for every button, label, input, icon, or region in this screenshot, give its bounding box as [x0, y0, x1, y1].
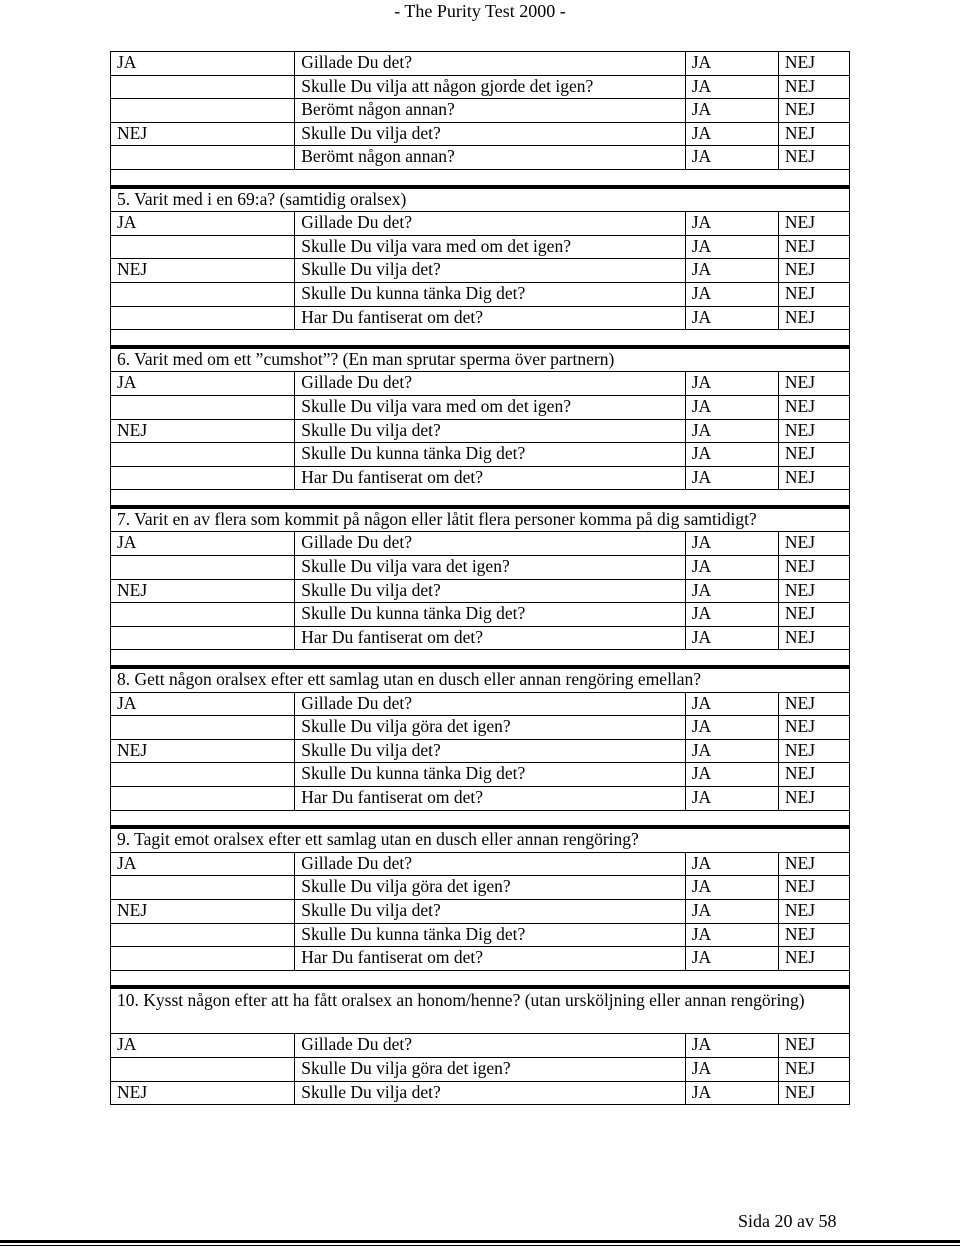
ja-option[interactable]: JA	[685, 306, 778, 330]
nej-option[interactable]: NEJ	[778, 923, 849, 947]
follow-up-question: Gillade Du det?	[295, 852, 686, 876]
nej-option[interactable]: NEJ	[778, 787, 849, 811]
nej-option[interactable]: NEJ	[778, 122, 849, 146]
ja-option[interactable]: JA	[685, 876, 778, 900]
nej-option[interactable]: NEJ	[778, 763, 849, 787]
separator-cell	[111, 650, 850, 667]
separator-cell	[111, 330, 850, 347]
follow-up-question: Har Du fantiserat om det?	[295, 466, 686, 490]
page-header: - The Purity Test 2000 -	[394, 1, 566, 21]
answer-row	[111, 259, 850, 283]
follow-up-question: Skulle Du vilja det?	[295, 259, 686, 283]
ja-option[interactable]: JA	[685, 146, 778, 170]
first-answer: NEJ	[111, 259, 295, 283]
first-answer	[111, 146, 295, 170]
question-heading: 9. Tagit emot oralsex efter ett samlag utan en dusch eller annan rengöring?	[111, 827, 850, 852]
first-answer	[111, 282, 295, 306]
follow-up-question: Gillade Du det?	[295, 532, 686, 556]
follow-up-question: Skulle Du kunna tänka Dig det?	[295, 923, 686, 947]
first-answer	[111, 787, 295, 811]
ja-option[interactable]: JA	[685, 579, 778, 603]
first-answer	[111, 603, 295, 627]
first-answer	[111, 626, 295, 650]
nej-option[interactable]: NEJ	[778, 556, 849, 580]
first-answer	[111, 75, 295, 99]
ja-option[interactable]: JA	[685, 739, 778, 763]
nej-option[interactable]: NEJ	[778, 626, 849, 650]
answer-row	[111, 146, 850, 170]
nej-option[interactable]: NEJ	[778, 395, 849, 419]
first-answer: NEJ	[111, 419, 295, 443]
answer-row	[111, 282, 850, 306]
first-answer: NEJ	[111, 1081, 295, 1105]
ja-option[interactable]: JA	[685, 99, 778, 123]
follow-up-question: Skulle Du vilja det?	[295, 899, 686, 923]
follow-up-question: Skulle Du vilja att någon gjorde det igen?	[295, 75, 686, 99]
nej-option[interactable]: NEJ	[778, 212, 849, 236]
follow-up-question: Skulle Du vilja det?	[295, 122, 686, 146]
first-answer: NEJ	[111, 579, 295, 603]
follow-up-question: Har Du fantiserat om det?	[295, 947, 686, 971]
follow-up-question: Skulle Du vilja göra det igen?	[295, 1057, 686, 1081]
ja-option[interactable]: JA	[685, 212, 778, 236]
ja-option[interactable]: JA	[685, 395, 778, 419]
first-answer: JA	[111, 692, 295, 716]
first-answer: JA	[111, 372, 295, 396]
follow-up-question: Har Du fantiserat om det?	[295, 306, 686, 330]
follow-up-question: Gillade Du det?	[295, 1034, 686, 1058]
ja-option[interactable]: JA	[685, 556, 778, 580]
answer-row	[111, 556, 850, 580]
first-answer	[111, 443, 295, 467]
answer-row	[111, 306, 850, 330]
answer-row	[111, 626, 850, 650]
separator-cell	[111, 169, 850, 186]
nej-option[interactable]: NEJ	[778, 259, 849, 283]
nej-option[interactable]: NEJ	[778, 876, 849, 900]
follow-up-question: Skulle Du kunna tänka Dig det?	[295, 443, 686, 467]
separator-cell	[111, 970, 850, 987]
ja-option[interactable]: JA	[685, 947, 778, 971]
answer-row	[111, 52, 850, 76]
nej-option[interactable]: NEJ	[778, 716, 849, 740]
ja-option[interactable]: JA	[685, 1081, 778, 1105]
first-answer: JA	[111, 1034, 295, 1058]
first-answer: JA	[111, 52, 295, 76]
first-answer	[111, 235, 295, 259]
nej-option[interactable]: NEJ	[778, 443, 849, 467]
follow-up-question: Skulle Du vilja vara det igen?	[295, 556, 686, 580]
nej-option[interactable]: NEJ	[778, 1034, 849, 1058]
first-answer	[111, 556, 295, 580]
first-answer: JA	[111, 852, 295, 876]
answer-row	[111, 692, 850, 716]
ja-option[interactable]: JA	[685, 899, 778, 923]
answer-row	[111, 122, 850, 146]
answer-row	[111, 876, 850, 900]
nej-option[interactable]: NEJ	[778, 306, 849, 330]
follow-up-question: Har Du fantiserat om det?	[295, 626, 686, 650]
answer-row	[111, 532, 850, 556]
nej-option[interactable]: NEJ	[778, 603, 849, 627]
nej-option[interactable]: NEJ	[778, 852, 849, 876]
follow-up-question: Skulle Du vilja det?	[295, 1081, 686, 1105]
answer-row	[111, 466, 850, 490]
ja-option[interactable]: JA	[685, 603, 778, 627]
question-heading: 6. Varit med om ett ”cumshot”? (En man sprutar sperma över partnern)	[111, 347, 850, 372]
nej-option[interactable]: NEJ	[778, 692, 849, 716]
ja-option[interactable]: JA	[685, 787, 778, 811]
first-answer: JA	[111, 532, 295, 556]
answer-row	[111, 235, 850, 259]
follow-up-question: Berömt någon annan?	[295, 146, 686, 170]
answer-row	[111, 852, 850, 876]
footer-rule	[0, 1240, 960, 1246]
first-answer	[111, 99, 295, 123]
ja-option[interactable]: JA	[685, 532, 778, 556]
separator-row	[111, 650, 850, 667]
ja-option[interactable]: JA	[685, 923, 778, 947]
answer-row	[111, 443, 850, 467]
answer-row	[111, 395, 850, 419]
nej-option[interactable]: NEJ	[778, 146, 849, 170]
answer-row	[111, 419, 850, 443]
first-answer	[111, 947, 295, 971]
question-heading-row	[111, 667, 850, 692]
follow-up-question: Skulle Du vilja det?	[295, 739, 686, 763]
follow-up-question: Gillade Du det?	[295, 372, 686, 396]
first-answer	[111, 763, 295, 787]
answer-row	[111, 579, 850, 603]
follow-up-question: Skulle Du kunna tänka Dig det?	[295, 603, 686, 627]
question-heading-row	[111, 187, 850, 212]
first-answer	[111, 395, 295, 419]
first-answer	[111, 876, 295, 900]
separator-row	[111, 810, 850, 827]
ja-option[interactable]: JA	[685, 443, 778, 467]
separator-row	[111, 490, 850, 507]
question-heading-row	[111, 827, 850, 852]
first-answer: JA	[111, 212, 295, 236]
page-number: Sida 20 av 58	[738, 1211, 837, 1231]
follow-up-question: Skulle Du vilja det?	[295, 579, 686, 603]
question-heading: 10. Kysst någon efter att ha fått oralsex an honom/henne? (utan ursköljning eller annan rengöring)	[111, 987, 850, 1034]
answer-row	[111, 75, 850, 99]
ja-option[interactable]: JA	[685, 419, 778, 443]
first-answer	[111, 923, 295, 947]
questionnaire-table	[110, 51, 850, 1105]
separator-row	[111, 169, 850, 186]
follow-up-question: Skulle Du vilja vara med om det igen?	[295, 235, 686, 259]
separator-row	[111, 970, 850, 987]
follow-up-question: Gillade Du det?	[295, 692, 686, 716]
first-answer: NEJ	[111, 739, 295, 763]
answer-row	[111, 372, 850, 396]
answer-row	[111, 787, 850, 811]
question-heading: 5. Varit med i en 69:a? (samtidig oralsex)	[111, 187, 850, 212]
ja-option[interactable]: JA	[685, 75, 778, 99]
ja-option[interactable]: JA	[685, 122, 778, 146]
answer-row	[111, 716, 850, 740]
follow-up-question: Skulle Du kunna tänka Dig det?	[295, 763, 686, 787]
answer-row	[111, 899, 850, 923]
nej-option[interactable]: NEJ	[778, 739, 849, 763]
ja-option[interactable]: JA	[685, 716, 778, 740]
answer-row	[111, 947, 850, 971]
ja-option[interactable]: JA	[685, 466, 778, 490]
answer-row	[111, 1081, 850, 1105]
follow-up-question: Har Du fantiserat om det?	[295, 787, 686, 811]
follow-up-question: Skulle Du kunna tänka Dig det?	[295, 282, 686, 306]
ja-option[interactable]: JA	[685, 235, 778, 259]
ja-option[interactable]: JA	[685, 282, 778, 306]
nej-option[interactable]: NEJ	[778, 579, 849, 603]
questionnaire-body	[111, 52, 850, 1105]
first-answer: NEJ	[111, 122, 295, 146]
answer-row	[111, 1034, 850, 1058]
ja-option[interactable]: JA	[685, 372, 778, 396]
nej-option[interactable]: NEJ	[778, 75, 849, 99]
question-heading: 7. Varit en av flera som kommit på någon eller låtit flera personer komma på dig samtidigt?	[111, 507, 850, 532]
first-answer	[111, 466, 295, 490]
ja-option[interactable]: JA	[685, 1057, 778, 1081]
nej-option[interactable]: NEJ	[778, 466, 849, 490]
follow-up-question: Skulle Du vilja göra det igen?	[295, 716, 686, 740]
answer-row	[111, 1057, 850, 1081]
first-answer: NEJ	[111, 899, 295, 923]
follow-up-question: Gillade Du det?	[295, 52, 686, 76]
ja-option[interactable]: JA	[685, 1034, 778, 1058]
first-answer	[111, 716, 295, 740]
nej-option[interactable]: NEJ	[778, 282, 849, 306]
ja-option[interactable]: JA	[685, 626, 778, 650]
question-heading-row	[111, 987, 850, 1034]
ja-option[interactable]: JA	[685, 52, 778, 76]
nej-option[interactable]: NEJ	[778, 419, 849, 443]
nej-option[interactable]: NEJ	[778, 372, 849, 396]
answer-row	[111, 212, 850, 236]
first-answer	[111, 306, 295, 330]
nej-option[interactable]: NEJ	[778, 947, 849, 971]
nej-option[interactable]: NEJ	[778, 99, 849, 123]
nej-option[interactable]: NEJ	[778, 52, 849, 76]
answer-row	[111, 99, 850, 123]
question-heading: 8. Gett någon oralsex efter ett samlag utan en dusch eller annan rengöring emellan?	[111, 667, 850, 692]
question-heading-row	[111, 507, 850, 532]
question-heading-row	[111, 347, 850, 372]
separator-cell	[111, 810, 850, 827]
ja-option[interactable]: JA	[685, 763, 778, 787]
first-answer	[111, 1057, 295, 1081]
nej-option[interactable]: NEJ	[778, 532, 849, 556]
nej-option[interactable]: NEJ	[778, 899, 849, 923]
separator-row	[111, 330, 850, 347]
follow-up-question: Skulle Du vilja göra det igen?	[295, 876, 686, 900]
answer-row	[111, 603, 850, 627]
ja-option[interactable]: JA	[685, 259, 778, 283]
answer-row	[111, 739, 850, 763]
nej-option[interactable]: NEJ	[778, 1057, 849, 1081]
nej-option[interactable]: NEJ	[778, 235, 849, 259]
follow-up-question: Berömt någon annan?	[295, 99, 686, 123]
follow-up-question: Skulle Du vilja vara med om det igen?	[295, 395, 686, 419]
nej-option[interactable]: NEJ	[778, 1081, 849, 1105]
follow-up-question: Gillade Du det?	[295, 212, 686, 236]
answer-row	[111, 763, 850, 787]
separator-cell	[111, 490, 850, 507]
follow-up-question: Skulle Du vilja det?	[295, 419, 686, 443]
ja-option[interactable]: JA	[685, 852, 778, 876]
ja-option[interactable]: JA	[685, 692, 778, 716]
answer-row	[111, 923, 850, 947]
